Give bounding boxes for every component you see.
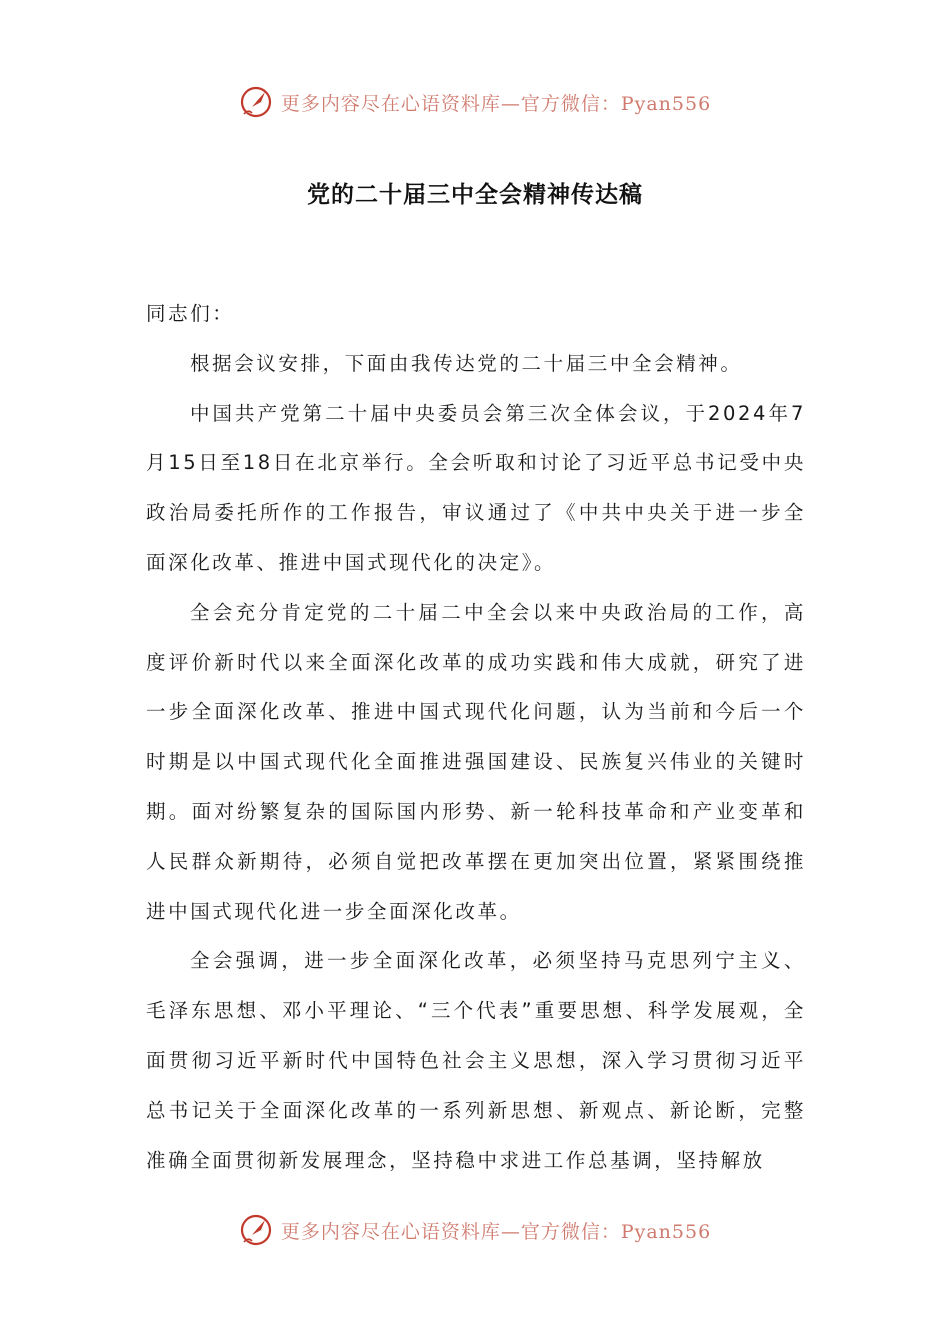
paragraph-4: 全会强调，进一步全面深化改革，必须坚持马克思列宁主义、毛泽东思想、邓小平理论、“三个代表”重要思想、科学发展观，全面贯彻习近平新时代中国特色社会主义思想，深入学习贯彻习近平总书记关于全面深化改革的一系列新思想、新观点、新论断，完整准确全面贯彻新发展理念，坚持稳中求进工作总基调，坚持解放: [146, 949, 806, 1172]
quill-logo-icon: [239, 85, 273, 119]
paragraph-2: 中国共产党第二十届中央委员会第三次全体会议，于2024年7月15日至18日在北京举行。全会听取和讨论了习近平总书记受中央政治局委托所作的工作报告，审议通过了《中共中央关于进一步全面深化改革、推进中国式现代化的决定》。: [146, 401, 806, 574]
salutation: 同志们：: [146, 302, 235, 325]
quill-logo-icon: [239, 1213, 273, 1247]
document-title: 党的二十届三中全会精神传达稿: [307, 182, 643, 208]
watermark-text: 更多内容尽在心语资料库—官方微信：Pyan556: [280, 1220, 712, 1243]
paragraph-3: 全会充分肯定党的二十届二中全会以来中央政治局的工作，高度评价新时代以来全面深化改革的成功实践和伟大成就，研究了进一步全面深化改革、推进中国式现代化问题，认为当前和今后一个时期是以中国式现代化全面推进强国建设、民族复兴伟业的关键时期。面对纷繁复杂的国际国内形势、新一轮科技革命和产业变革和人民群众新期待，必须自觉把改革摆在更加突出位置，紧紧围绕推进中国式现代化进一步全面深化改革。: [146, 600, 806, 923]
watermark-text: 更多内容尽在心语资料库—官方微信：Pyan556: [280, 92, 712, 115]
document-body: [146, 289, 806, 1185]
paragraph-1: 根据会议安排，下面由我传达党的二十届三中全会精神。: [190, 351, 743, 375]
watermark-banner-top: [0, 80, 950, 124]
watermark-banner-bottom: [0, 1208, 950, 1252]
